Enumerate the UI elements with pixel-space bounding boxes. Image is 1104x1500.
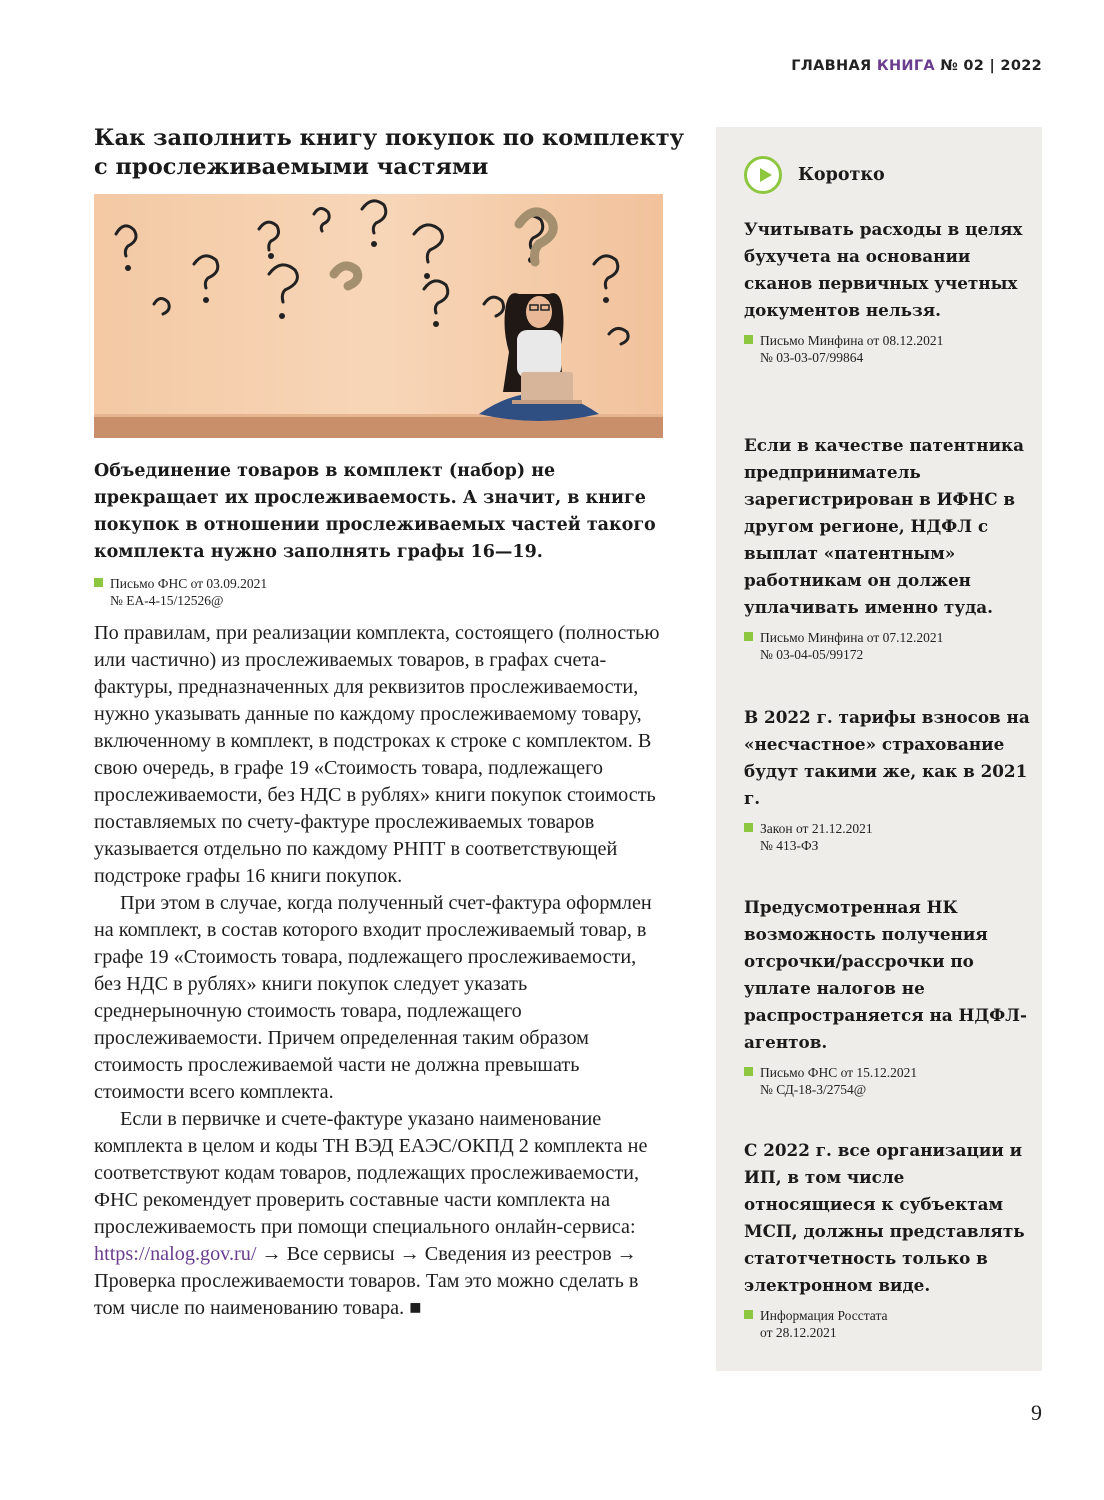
article-body	[94, 620, 666, 1322]
note-source	[744, 332, 1034, 366]
note-source	[744, 629, 1034, 663]
note-source	[744, 1307, 1034, 1341]
note-source-line1: Информация Росстата	[760, 1308, 888, 1323]
note-source	[744, 1064, 1034, 1098]
note-source-line2: № 03-04-05/99172	[760, 647, 864, 662]
sidebar-note	[744, 1137, 1034, 1341]
lead-source-line2: № ЕА-4-15/12526@	[110, 593, 224, 608]
page-number: 9	[1031, 1400, 1042, 1425]
note-source-line2: № 413-ФЗ	[760, 838, 819, 853]
note-text: С 2022 г. все организации и ИП, в том числе относящиеся к субъектам МСП, должны представлять статотчетность только в электронном виде.	[744, 1140, 1025, 1295]
note-source-line1: Письмо ФНС от 15.12.2021	[760, 1065, 918, 1080]
sidebar-heading	[744, 156, 885, 194]
note-source-line2: № СД-18-3/2754@	[760, 1082, 867, 1097]
note-source-line2: от 28.12.2021	[760, 1325, 837, 1340]
magazine-name-accent: КНИГА	[876, 58, 935, 74]
article-lead: Объединение товаров в комплект (набор) не прекращает их прослеживаемость. А значит, в книге покупок в отношении прослеживаемых частей такого комплекта нужно заполнять графы 16—19.	[94, 461, 656, 562]
sidebar-note	[744, 216, 1034, 366]
note-text: В 2022 г. тарифы взносов на «несчастное» страхование будут такими же, как в 2021 г.	[744, 707, 1030, 808]
note-source-line1: Закон от 21.12.2021	[760, 821, 873, 836]
sidebar-note	[744, 704, 1034, 854]
article-photo	[94, 194, 663, 438]
magazine-name-main: ГЛАВНАЯ	[791, 58, 872, 74]
lead-source-line1: Письмо ФНС от 03.09.2021	[110, 576, 268, 591]
sidebar-note	[744, 894, 1034, 1098]
nalog-link[interactable]: https://nalog.gov.ru/	[94, 1243, 257, 1265]
woman-with-laptop-illustration	[94, 194, 663, 438]
note-source	[744, 820, 1034, 854]
issue-number: № 02 | 2022	[940, 58, 1042, 74]
body-paragraph-3	[94, 1106, 666, 1322]
body-paragraph-2: При этом в случае, когда полученный счет-фактура оформлен на комплект, в состав которого входит прослеживаемый товар, в графе 19 «Стоимость товара, подлежащего прослеживаемости, без НДС в рублях» книги покупок следует указать среднерыночную стоимость товара, подлежащего прослеживаемости. Причем определенная таким образом стоимость прослеживаемой части не должна превышать стоимости всего комплекта.	[94, 892, 652, 1103]
play-icon	[744, 156, 782, 194]
paragraph-3-text: Если в первичке и счете-фактуре указано наименование комплекта в целом и коды ТН ВЭД ЕАЭС/ОКПД 2 комплекта не соответствуют кодам товаров, подлежащих прослеживаемости, ФНС рекомендует проверить составные части комплекта на прослеживаемость при помощи специального онлайн-сервиса:	[94, 1108, 648, 1238]
sidebar-note	[744, 432, 1034, 663]
note-source-line1: Письмо Минфина от 07.12.2021	[760, 630, 944, 645]
body-paragraph-1: По правилам, при реализации комплекта, состоящего (полностью или частично) из прослеживаемых товаров, в графах счета-фактуры, предназначенных для реквизитов прослеживаемости, нужно указывать данные по каждому прослеживаемому товару, включенному в комплект, в подстроках к строке с комплектом. В свою очередь, в графе 19 «Стоимость товара, подлежащего прослеживаемости, без НДС в рублях» книги покупок стоимость поставляемых по счету-фактуре прослеживаемых товаров указывается отдельно по каждому РНПТ в соответствующей подстроке графы 16 книги покупок.	[94, 622, 660, 887]
note-text: Учитывать расходы в целях бухучета на основании сканов первичных учетных документов нельзя.	[744, 219, 1023, 320]
note-text: Если в качестве патентника предприниматель зарегистрирован в ИФНС в другом регионе, НДФЛ с выплат «патентным» работникам он должен уплачивать именно туда.	[744, 435, 1025, 617]
note-source-line2: № 03-03-07/99864	[760, 350, 864, 365]
paragraph-3-tail: → Все сервисы → Сведения из реестров → Проверка прослеживаемости товаров. Там это можно сделать в том числе по наименованию товара. ■	[94, 1243, 639, 1319]
magazine-header	[791, 58, 1042, 74]
note-source-line1: Письмо Минфина от 08.12.2021	[760, 333, 944, 348]
sidebar-heading-label: Коротко	[798, 165, 885, 185]
article-title: Как заполнить книгу покупок по комплекту с прослеживаемыми частями	[94, 125, 685, 180]
note-text: Предусмотренная НК возможность получения отсрочки/рассрочки по уплате налогов не распространяется на НДФЛ-агентов.	[744, 897, 1027, 1052]
lead-source	[94, 575, 510, 609]
